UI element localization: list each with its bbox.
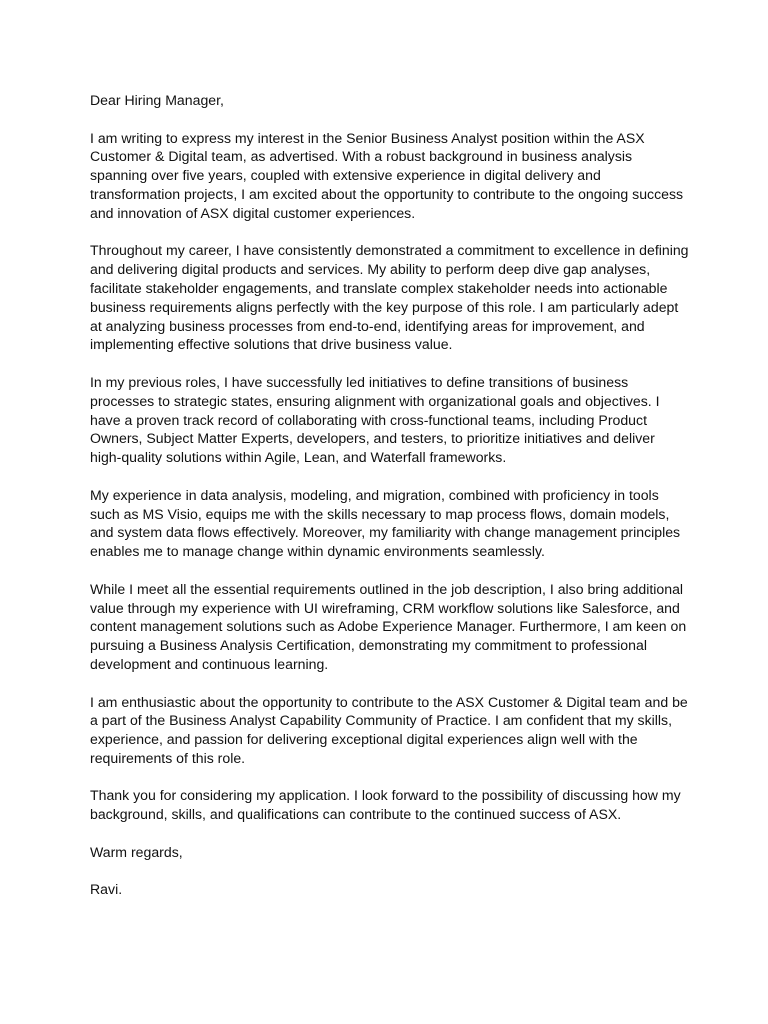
closing-text: Warm regards, [90,843,183,860]
paragraph-6 [90,693,688,768]
salutation [90,91,682,110]
paragraph-line: such as MS Visio, equips me with the skills necessary to map process flows, domain models, [90,505,670,522]
paragraph-line: While I meet all the essential requirements outlined in the job description, I also bring additional [90,580,684,597]
salutation-text: Dear Hiring Manager, [90,92,224,108]
paragraph-line: content management solutions such as Adobe Experience Manager. Furthermore, I am keen on [90,618,687,635]
paragraph-1 [90,129,682,223]
cover-letter [90,91,689,918]
paragraph-3 [90,373,682,467]
paragraph-5 [90,580,687,674]
paragraph-line: pursuing a Business Analysis Certification, demonstrating my commitment to professional [90,637,647,654]
paragraph-line: development and continuous learning. [90,655,329,672]
paragraph-line: and system data flows effectively. Moreover, my familiarity with change management principles [90,524,681,541]
paragraph-line: have a proven track record of collaborating with cross-functional teams, including Product [90,411,647,428]
paragraph-line: I am writing to express my interest in the Senior Business Analyst position within the ASX [90,129,645,146]
paragraph-line: I am enthusiastic about the opportunity to contribute to the ASX Customer & Digital team and be [90,693,688,710]
signature-text: Ravi. [90,881,123,898]
paragraph-line: Owners, Subject Matter Experts, developers, and testers, to prioritize initiatives and deliver [90,430,655,447]
paragraph-line: experience, and passion for delivering exceptional digital experiences align well with the [90,731,638,748]
paragraph-line: at analyzing business processes from end-to-end, identifying areas for improvement, and [90,317,645,334]
paragraph-line: spanning over five years, coupled with extensive experience in digital delivery and [90,167,601,184]
closing [90,843,682,862]
paragraph-line: transformation projects, I am excited about the opportunity to contribute to the ongoing success [90,185,684,202]
paragraph-2 [90,241,689,354]
paragraph-line: Throughout my career, I have consistently demonstrated a commitment to excellence in defining [90,242,689,259]
paragraph-line: background, skills, and qualifications can contribute to the continued success of ASX. [90,806,622,823]
paragraph-line: and innovation of ASX digital customer experiences. [90,204,416,221]
paragraph-line: In my previous roles, I have successfully led initiatives to define transitions of business [90,373,629,390]
paragraph-line: Thank you for considering my application. I look forward to the possibility of discussing how my [90,787,681,804]
paragraph-line: and delivering digital products and services. My ability to perform deep dive gap analyses, [90,261,651,278]
paragraph-line: Customer & Digital team, as advertised. With a robust background in business analysis [90,148,633,165]
paragraph-line: implementing effective solutions that drive business value. [90,336,453,353]
paragraph-line: My experience in data analysis, modeling, and migration, combined with proficiency in tools [90,486,659,503]
paragraph-line: facilitate stakeholder engagements, and translate complex stakeholder needs into actionable [90,279,668,296]
paragraph-line: business requirements aligns perfectly with the key purpose of this role. I am particularly adept [90,298,679,315]
paragraph-line: processes to strategic states, ensuring alignment with organizational goals and objectives. I [90,392,660,409]
paragraph-line: enables me to manage change within dynamic environments seamlessly. [90,543,545,560]
paragraph-line: a part of the Business Analyst Capability Community of Practice. I am confident that my skills, [90,712,673,729]
paragraph-4 [90,486,682,561]
paragraph-line: high-quality solutions within Agile, Lean, and Waterfall frameworks. [90,449,507,466]
paragraph-line: requirements of this role. [90,749,246,766]
signature [90,880,682,899]
paragraph-line: value through my experience with UI wireframing, CRM workflow solutions like Salesforce, and [90,599,680,616]
paragraph-7 [90,786,682,824]
